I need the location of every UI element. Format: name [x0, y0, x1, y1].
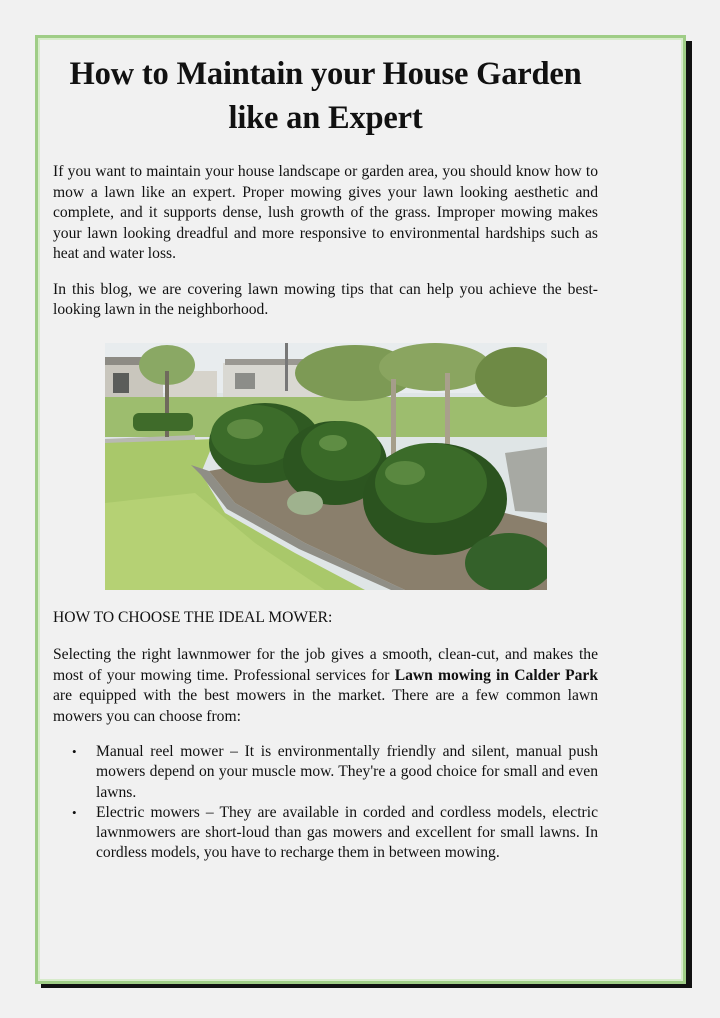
garden-photo — [105, 343, 547, 590]
intro-paragraph: If you want to maintain your house landscape or garden area, you should know how to mow a lawn like an expert. Proper mowing gives your lawn looking aesthetic and complete, and it supports dense, lush growth of the grass. Improper mowing makes your lawn looking dreadful and more responsive to environmental hardships such as heat and water loss. — [53, 163, 598, 262]
bullet-icon: • — [72, 744, 77, 759]
page-title: How to Maintain your House Garden like an Expert — [69, 56, 582, 136]
section-heading: HOW TO CHOOSE THE IDEAL MOWER: — [53, 608, 333, 626]
lawn-mowing-calder-park-bold: Lawn mowing in Calder Park — [394, 666, 598, 684]
list-item — [72, 803, 598, 864]
list-item-text: Manual reel mower – It is environmentally friendly and silent, manual push mowers depend on your muscle mow. They're a good choice for small and even lawns. — [96, 743, 598, 801]
bullet-icon: • — [72, 804, 77, 820]
mower-list — [53, 742, 598, 864]
list-item-text: Electric mowers – They are available in corded and cordless models, electric lawnmowers are short-loud than gas mowers and excellent for small lawns. In cordless models, you have to recharge them in between mowing. — [96, 803, 598, 862]
document-content — [53, 52, 598, 864]
list-item — [72, 742, 598, 803]
selecting-text-end: are equipped with the best mowers in the market. There are a few common lawn mowers you can choose from: — [53, 687, 598, 725]
covering-paragraph: In this blog, we are covering lawn mowing tips that can help you achieve the best-looking lawn in the neighborhood. — [53, 280, 598, 318]
selecting-text-start: Selecting the right lawnmower for the job gives a smooth, clean-cut, and makes the most of your mowing time. Professional services for — [53, 646, 598, 684]
selecting-paragraph — [53, 645, 598, 727]
